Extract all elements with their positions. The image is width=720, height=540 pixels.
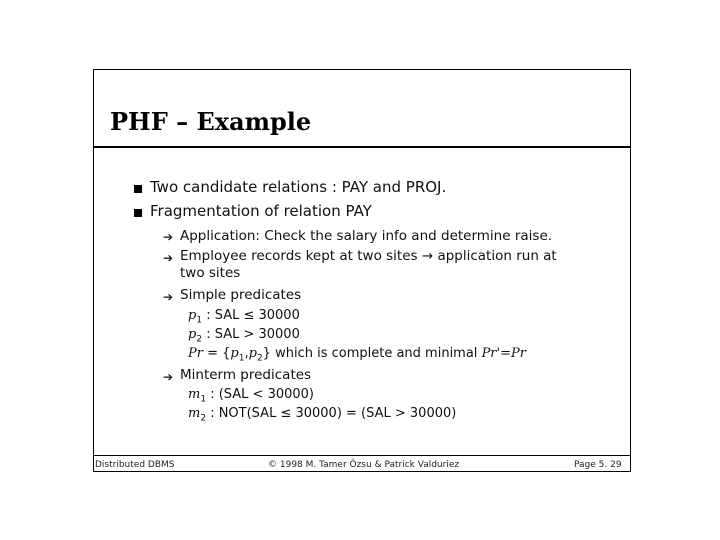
sub-bullet-application: Application: Check the salary info and determine raise. (180, 228, 553, 244)
minterm-m2: $m_2$ : NOT(SAL ≤ 30000) = (SAL > 30000) (188, 406, 457, 424)
sub-bullet-minterm-predicates: Minterm predicates (180, 367, 312, 383)
sub-bullet-employee-records-cont: two sites (180, 265, 241, 281)
bullet-fragmentation: Fragmentation of relation PAY (150, 202, 372, 220)
pointing-hand-bullet-icon: ➔ (163, 230, 174, 244)
predicate-p2: $p_2$ : SAL > 30000 (188, 327, 300, 345)
footer-page-number: Page 5. 29 (574, 460, 622, 470)
predicate-p1: $p_1$ : SAL ≤ 30000 (188, 308, 300, 326)
slide-title: PHF – Example (110, 107, 312, 136)
square-bullet-icon (134, 185, 142, 193)
minterm-m1: $m_1$ : (SAL < 30000) (188, 387, 314, 405)
title-divider (93, 146, 631, 148)
footer-copyright: © 1998 M. Tamer Özsu & Patrick Valduriez (268, 460, 460, 470)
sub-bullet-employee-records: Employee records kept at two sites → application run at (180, 248, 557, 264)
predicate-p1-text: : SAL ≤ 30000 (202, 308, 300, 323)
predicate-set-description: which is complete and minimal (270, 346, 482, 361)
pointing-hand-bullet-icon: ➔ (163, 290, 174, 304)
predicate-p2-text: : SAL > 30000 (202, 327, 300, 342)
minterm-m1-text: : (SAL < 30000) (206, 387, 314, 402)
footer-course: Distributed DBMS (95, 460, 175, 470)
sub-bullet-simple-predicates: Simple predicates (180, 287, 302, 303)
footer-divider (93, 455, 631, 456)
square-bullet-icon (134, 209, 142, 217)
predicate-set-pr: $Pr = \{p_1,p_2\}$ which is complete and minimal Pr'=Pr (188, 346, 526, 364)
pointing-hand-bullet-icon: ➔ (163, 251, 174, 265)
bullet-candidate-relations: Two candidate relations : PAY and PROJ. (150, 178, 447, 196)
pointing-hand-bullet-icon: ➔ (163, 370, 174, 384)
predicate-set-equality: Pr'=Pr (481, 346, 526, 361)
minterm-m2-text: : NOT(SAL ≤ 30000) = (SAL > 30000) (206, 406, 457, 421)
